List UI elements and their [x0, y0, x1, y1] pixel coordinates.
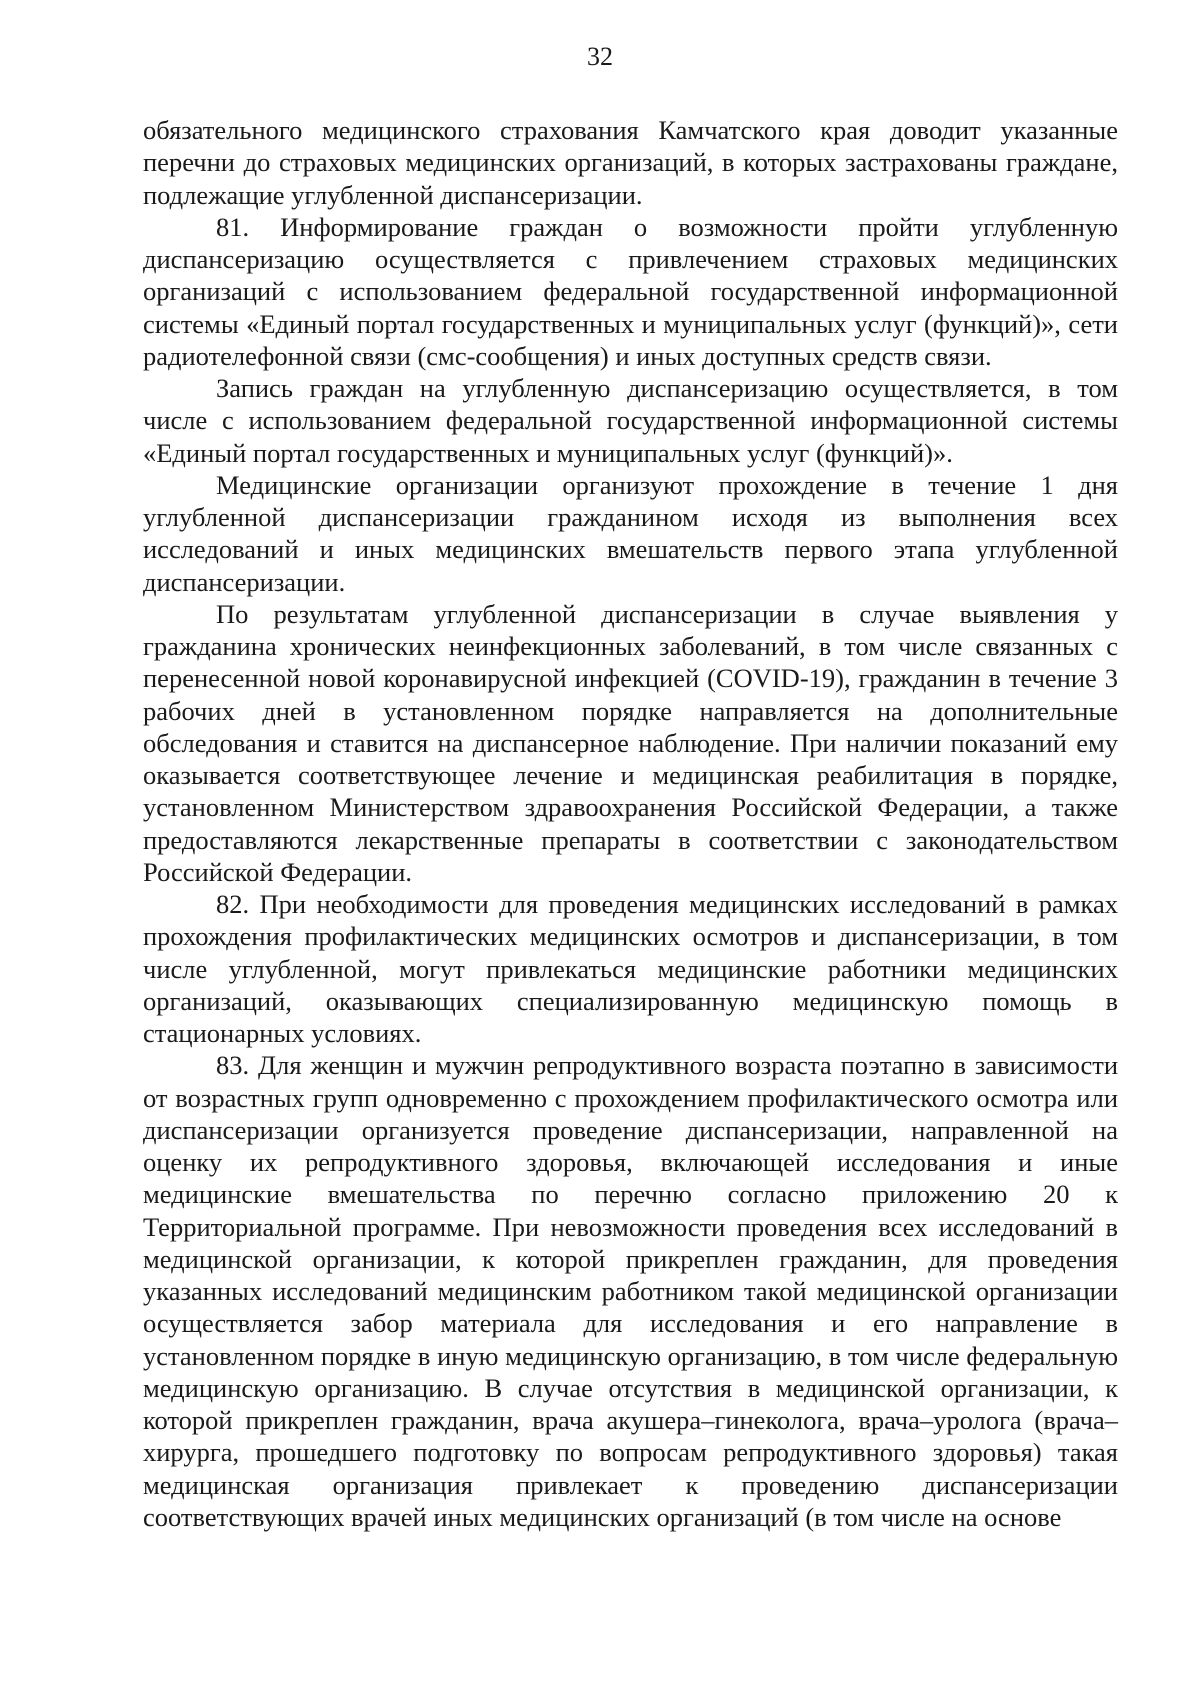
document-body — [143, 114, 1118, 1533]
paragraph-item-83: 83. Для женщин и мужчин репродуктивного возраста поэтапно в зависимости от возрастных групп одновременно с прохождением профилактического осмотра или диспансеризации организуется проведение диспансеризации, направленной на оценку их репродуктивного здоровья, включающей исследования и иные медицинские вмешательства по перечню согласно приложению 20 к Территориальной программе. При невозможности проведения всех исследований в медицинской организации, к которой прикреплен гражданин, для проведения указанных исследований медицинским работником такой медицинской организации осуществляется забор материала для исследования и его направление в установленном порядке в иную медицинскую организацию, в том числе федеральную медицинскую организацию. В случае отсутствия в медицинской организации, к которой прикреплен гражданин, врача акушера–гинеколога, врача–уролога (врача–хирурга, прошедшего подготовку по вопросам репродуктивного здоровья) такая медицинская организация привлекает к проведению диспансеризации соответствующих врачей иных медицинских организаций (в том числе на основе — [143, 1050, 1118, 1532]
paragraph-medical-organizations: Медицинские организации организуют прохождение в течение 1 дня углубленной диспансеризации гражданином исходя из выполнения всех исследований и иных медицинских вмешательств первого этапа углубленной диспансеризации. — [143, 469, 1118, 597]
paragraph-results: По результатам углубленной диспансеризации в случае выявления у гражданина хронических неинфекционных заболеваний, в том числе связанных с перенесенной новой коронавирусной инфекцией (COVID-19), гражданин в течение 3 рабочих дней в установленном порядке направляется на дополнительные обследования и ставится на диспансерное наблюдение. При наличии показаний ему оказывается соответствующее лечение и медицинская реабилитация в порядке, установленном Министерством здравоохранения Российской Федерации, а также предоставляются лекарственные препараты в соответствии с законодательством Российской Федерации. — [143, 598, 1118, 887]
page-number: 32 — [587, 42, 613, 71]
paragraph-continuation: обязательного медицинского страхования Камчатского края доводит указанные перечни до страховых медицинских организаций, в которых застрахованы граждане, подлежащие углубленной диспансеризации. — [143, 115, 1118, 210]
paragraph-item-81: 81. Информирование граждан о возможности пройти углубленную диспансеризацию осуществляется с привлечением страховых медицинских организаций с использованием федеральной государственной информационной системы «Единый портал государственных и муниципальных услуг (функций)», сети радиотелефонной связи (смс-сообщения) и иных доступных средств связи. — [143, 211, 1118, 371]
paragraph-registration: Запись граждан на углубленную диспансеризацию осуществляется, в том числе с использованием федеральной государственной информационной системы «Единый портал государственных и муниципальных услуг (функций)». — [143, 373, 1118, 468]
paragraph-item-82: 82. При необходимости для проведения медицинских исследований в рамках прохождения профилактических медицинских осмотров и диспансеризации, в том числе углубленной, могут привлекаться медицинские работники медицинских организаций, оказывающих специализированную медицинскую помощь в стационарных условиях. — [143, 889, 1118, 1048]
